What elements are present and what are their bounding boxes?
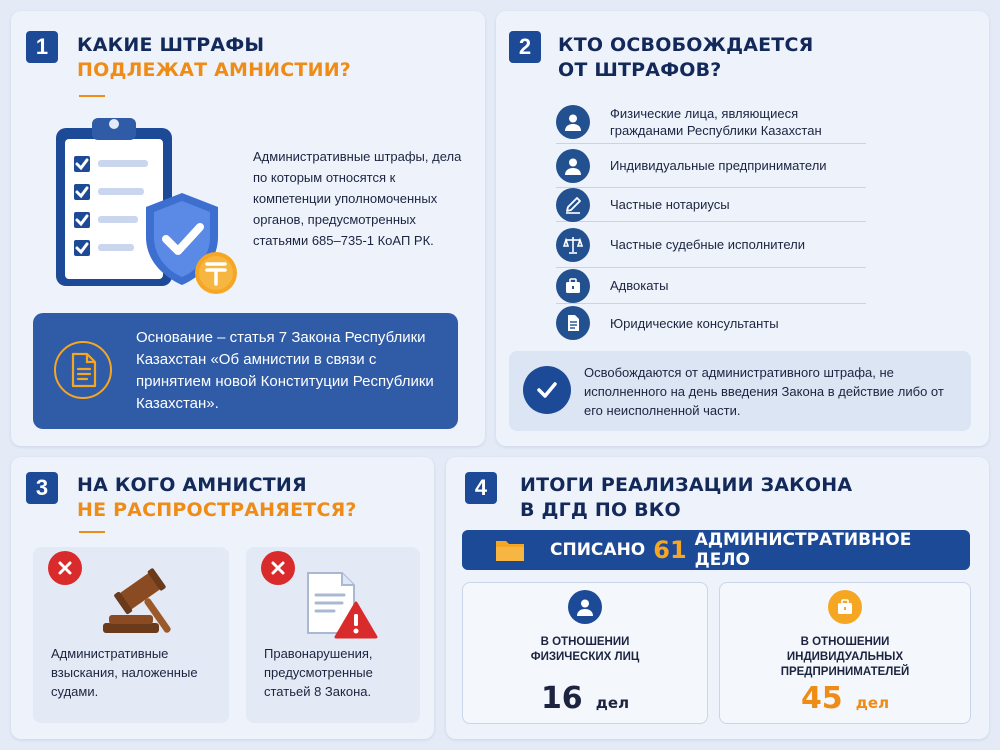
section2-title [558,33,813,83]
stat-individuals-value [463,681,707,716]
list-item [556,304,866,342]
section1-title [77,33,351,83]
stat-card-entrepreneurs [719,582,971,724]
list-item [556,268,866,304]
stat-individuals-number: 16 [540,681,583,716]
section-number-1: 1 [26,31,58,63]
folder-icon [494,537,526,563]
list-item [556,222,866,268]
written-off-suffix: АДМИНИСТРАТИВНОЕ ДЕЛО [694,530,912,570]
release-note-text: Освобождаются от административного штрафа, не исполненного на день введения Закона в действие либо от его неисполненной части. [584,365,944,418]
exempt-item-label: Юридические консультанты [610,315,779,331]
scales-icon [556,228,590,262]
section1-title-line2: ПОДЛЕЖАТ АМНИСТИИ? [77,59,352,81]
pen-icon [556,188,590,222]
exclusion-card-article8 [246,547,420,723]
cross-icon [261,551,295,585]
warning-document-icon [304,569,380,641]
section2-title-line2: ОТ ШТРАФОВ? [558,59,722,81]
check-circle-icon [523,366,571,414]
exempt-item-label: Частные нотариусы [610,197,730,212]
section4-title-line1: ИТОГИ РЕАЛИЗАЦИИ ЗАКОНА [520,474,853,496]
exempt-item-label: Частные судебные исполнители [610,237,805,252]
legal-basis-box [33,313,458,429]
stat-entrepreneurs-value [720,681,970,716]
section3-accent-line [79,531,105,533]
exempt-item-label: Физические лица, являющиеся гражданами Республики Казахстан [610,105,822,138]
section3-title [77,473,357,523]
section-number-3: 3 [26,472,58,504]
written-off-bar [462,530,970,570]
section4-title [520,473,852,523]
exclusion-card-court [33,547,229,723]
gavel-icon [93,565,189,639]
stat-individuals-unit: дел [595,694,630,712]
stat-entrepreneurs-number: 45 [800,681,843,716]
section-number-2: 2 [509,31,541,63]
stat-entrepreneurs-label: В ОТНОШЕНИИ ИНДИВИДУАЛЬНЫХ ПРЕДПРИНИМАТЕЛЕЙ [780,636,910,678]
section3-title-line1: НА КОГО АМНИСТИЯ [77,474,307,496]
person-icon [556,149,590,183]
stat-individuals-label: В ОТНОШЕНИИ ФИЗИЧЕСКИХ ЛИЦ [530,636,640,663]
document-icon [53,340,113,400]
person-icon [568,590,602,624]
section4-title-line2: В ДГД ПО ВКО [520,499,681,521]
tenge-coin-icon [193,250,239,296]
section-number-4: 4 [465,472,497,504]
stat-entrepreneurs-unit: дел [855,694,890,712]
amnesty-fines-description: Административные штрафы, дела по которым относятся к компетенции уполномоченных органов, предусмотренных статьями 685–735-1 КоАП РК. [253,149,462,248]
briefcase-icon [556,269,590,303]
document-icon [556,306,590,340]
list-item [556,144,866,188]
stat-card-individuals [462,582,708,724]
exempt-item-label: Индивидуальные предприниматели [610,158,827,173]
section1-accent-line [79,95,105,97]
exclusion-court-label: Административные взыскания, наложенные судами. [51,646,198,699]
list-item [556,188,866,222]
section1-title-line1: КАКИЕ ШТРАФЫ [77,34,265,56]
exempt-list [556,100,866,342]
section3-title-line2: НЕ РАСПРОСТРАНЯЕТСЯ? [77,499,357,521]
exempt-item-label: Адвокаты [610,278,669,293]
briefcase-icon [828,590,862,624]
release-note-box [509,351,971,431]
written-off-count: 61 [653,536,687,564]
written-off-prefix: СПИСАНО [550,540,646,560]
exclusion-article8-label: Правонарушения, предусмотренные статьей 8 Закона. [264,646,373,699]
written-off-summary [550,530,970,570]
section2-title-line1: КТО ОСВОБОЖДАЕТСЯ [558,34,814,56]
list-item [556,100,866,144]
cross-icon [48,551,82,585]
legal-basis-text: Основание – статья 7 Закона Республики Казахстан «Об амнистии в связи с принятием новой Конституции Республики Казахстан». [136,329,434,412]
person-icon [556,105,590,139]
